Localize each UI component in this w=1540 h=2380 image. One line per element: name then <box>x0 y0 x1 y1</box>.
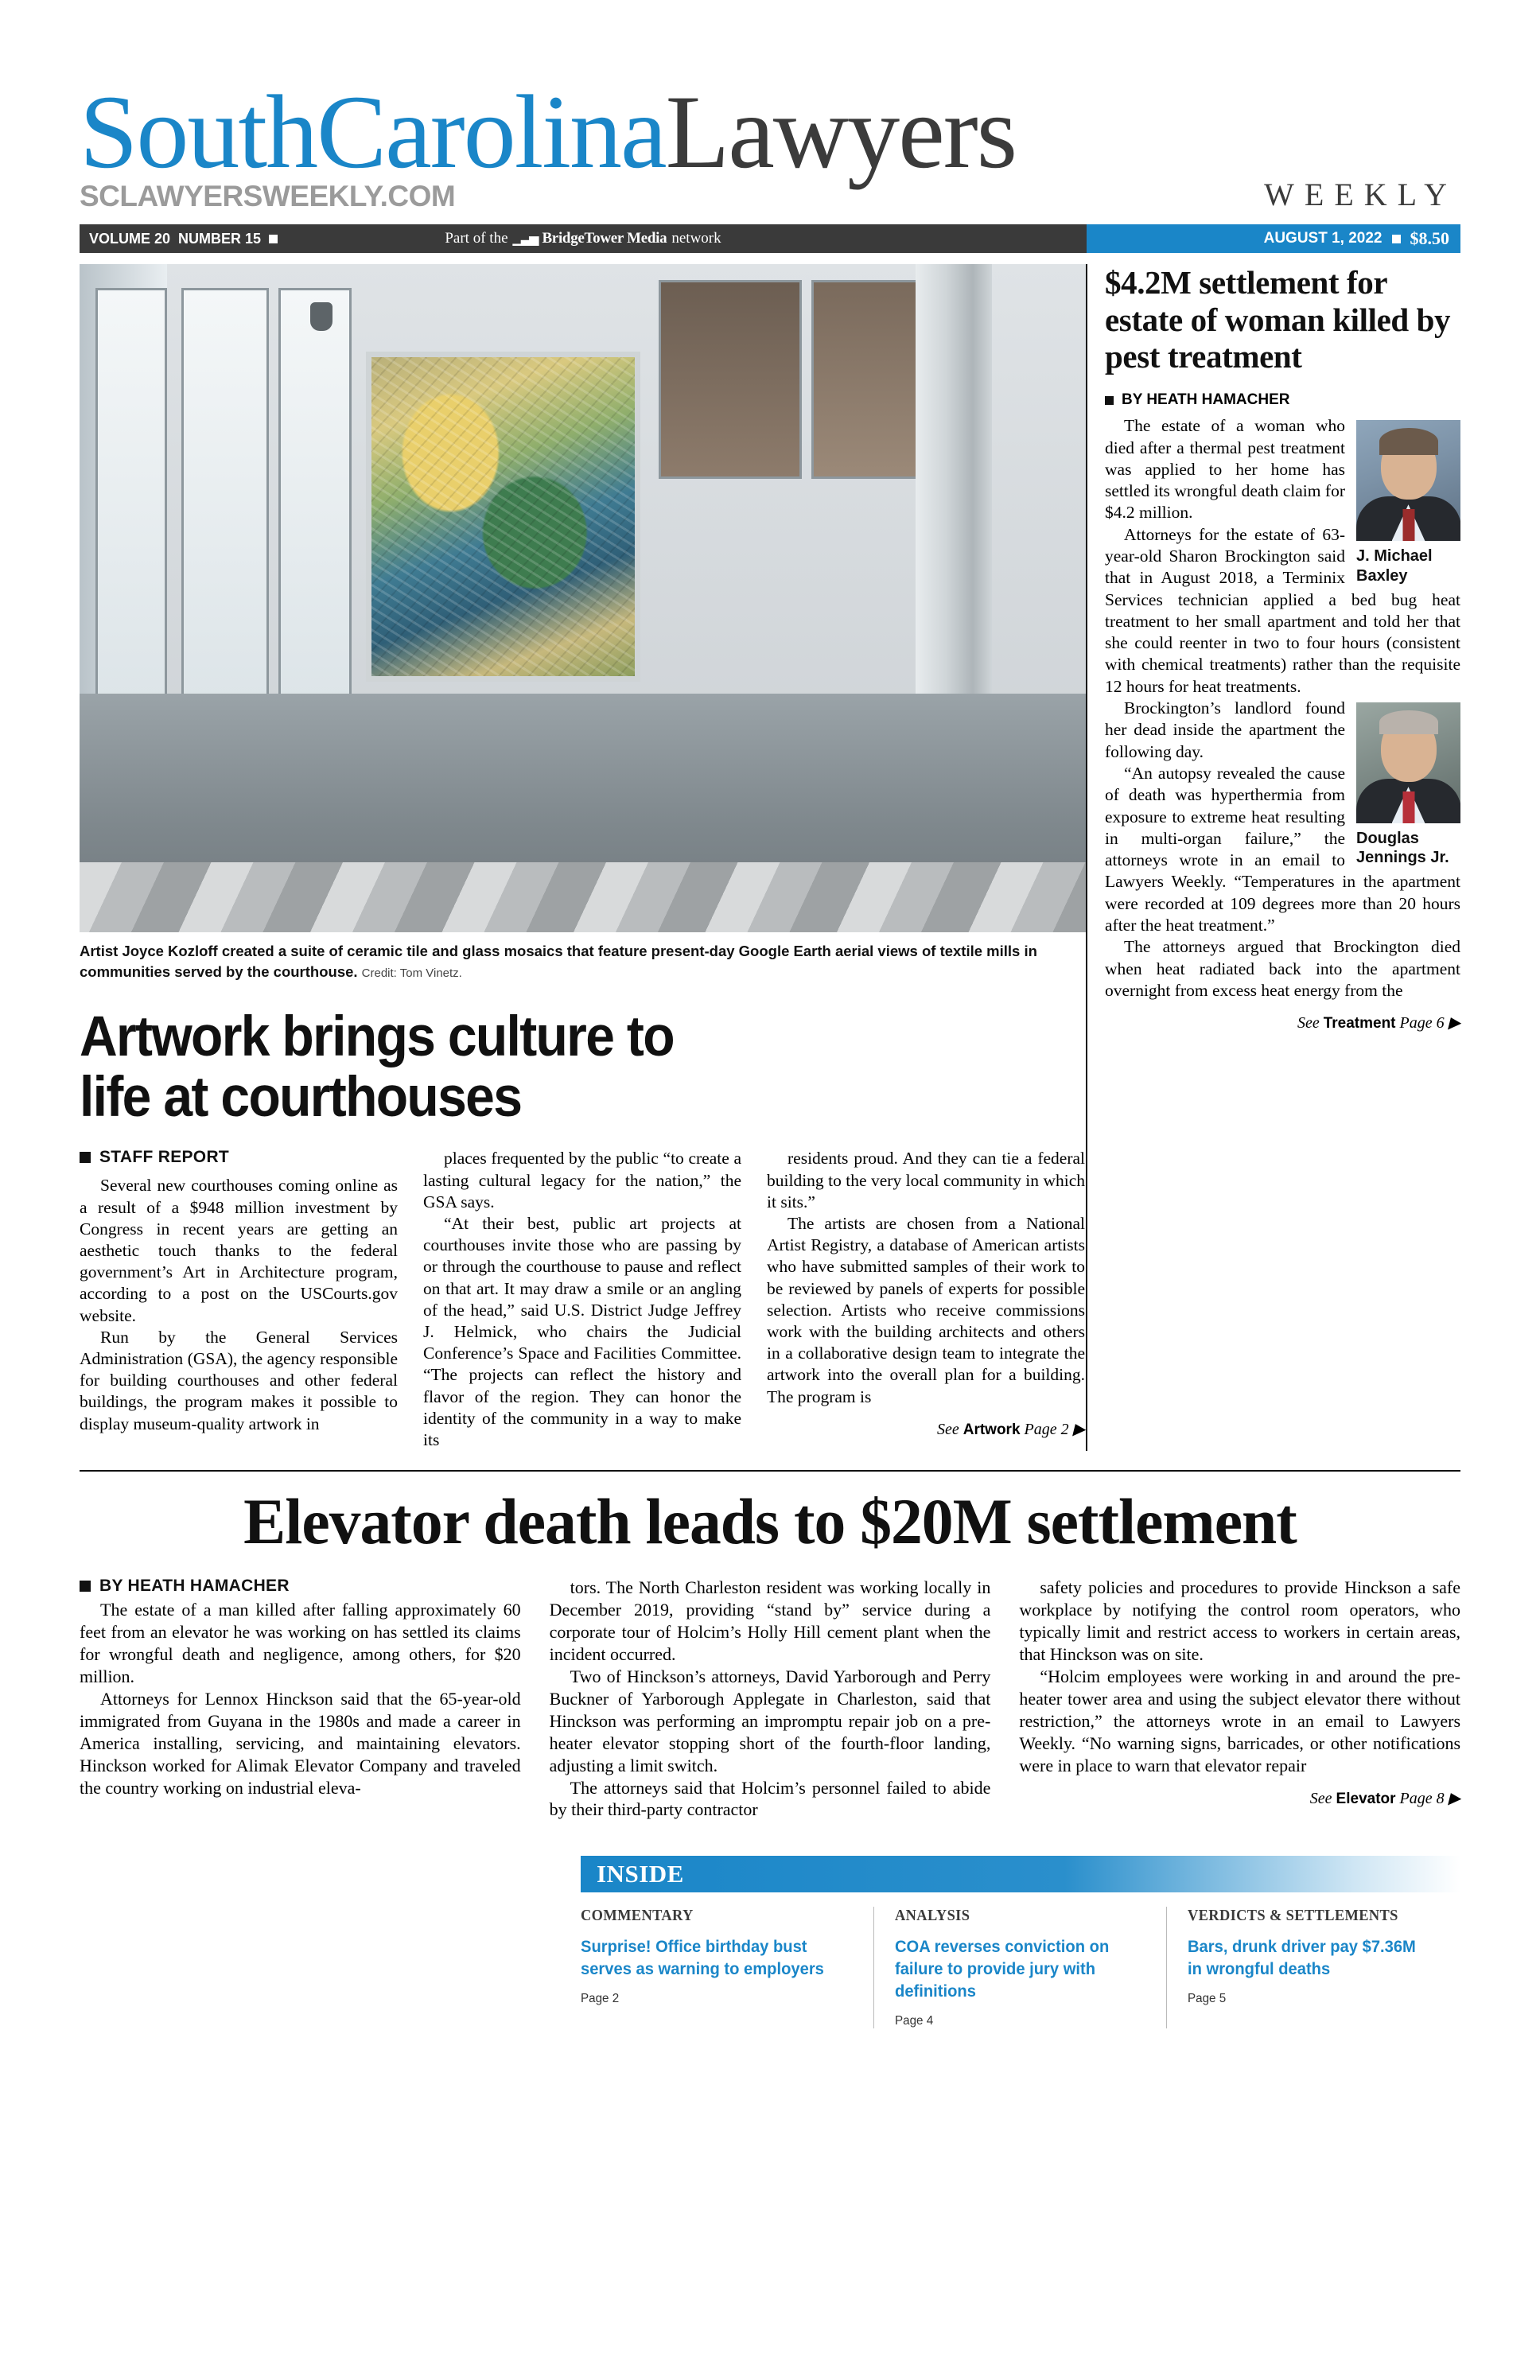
lead-photo <box>80 264 1086 932</box>
inside-columns <box>581 1907 1460 2028</box>
jump-arrow-icon: ▶ <box>1448 1789 1461 1807</box>
lead-byline <box>80 1148 398 1167</box>
inside-label: INSIDE <box>597 1860 684 1888</box>
photo-mosaic-artwork <box>366 352 640 682</box>
second-paragraph: The estate of a man killed after falling approximately 60 feet from an elevator he was working on has settled its claims for wrongful death and negligence, among others, for $20 million. <box>80 1600 521 1686</box>
jump-arrow-icon: ▶ <box>1448 1014 1460 1032</box>
mug-hair <box>1379 428 1438 455</box>
lead-paragraph: Several new courthouses coming online as a result of a $948 million investment by Congress in recent years are getting an aesthetic touch thanks to the federal government’s Art in Architecture program, according to a post on the USCourts.gov website. <box>80 1176 398 1325</box>
masthead <box>0 0 1540 213</box>
photo-window-4 <box>659 280 802 479</box>
sidebar-paragraph: The estate of a woman who died after a thermal pest treatment was applied to her home has settled its wrongful death claim for $4.2 million. <box>1105 416 1345 523</box>
inside-title[interactable]: COA reverses conviction on failure to provide jury with definitions <box>895 1938 1110 2001</box>
inside-item-commentary[interactable] <box>581 1907 873 2028</box>
jump-page: Page 2 <box>1024 1420 1069 1438</box>
mugshot-jennings-photo <box>1356 702 1460 823</box>
issue-price: $8.50 <box>1410 228 1449 248</box>
lead-paragraph: The artists are chosen from a National Artist Registry, a database of American artists who have submitted samples of their work to be reviewed by panels of experts for possible selection. Artists who receive commissions work with the building architects and others in a collaborative design team to integrate the artwork into the overall plan for a building. The program is <box>767 1214 1085 1406</box>
inside-title[interactable]: Bars, drunk driver pay $7.36M in wrongful deaths <box>1188 1938 1416 1979</box>
jump-slug: Elevator <box>1336 1790 1396 1807</box>
second-story-headline[interactable]: Elevator death leads to $20M settlement <box>243 1485 1297 1558</box>
second-paragraph: Attorneys for Lennox Hinckson said that the 65-year-old immigrated from Guyana in the 1980s and made a career in America installing, servicing, and maintaining elevators. Hinckson worked for Alimak Elevator Company and traveled the country working on industrial eleva- <box>80 1688 521 1798</box>
byline-text: STAFF REPORT <box>99 1148 230 1167</box>
lead-paragraph: “At their best, public art projects at courthouses invite those who are passing by or through the courthouse to pause and reflect on that art. It may draw a smile or an angling of the head,” said U.S. District Judge Jeffrey J. Helmick, who chairs the Judicial Conference’s Space and Facilities Committee. “The projects can reflect the history and flavor of the region. They can honor the identity of the community in a way to make its <box>423 1214 741 1449</box>
section-divider <box>80 1470 1460 1472</box>
lead-column-3 <box>767 1148 1085 1451</box>
inside-page-number: Page 4 <box>895 2013 934 2028</box>
second-paragraph: The attorneys said that Holcim’s personnel failed to abide by their third-party contractor <box>549 1777 991 1820</box>
sidebar-paragraph: “An autopsy revealed the cause of death was hyperthermia from exposure to extreme heat resulting in multi-organ failure,” the attorneys wrote in an email to Lawyers Weekly. “Temperatures in the apartment were recorded at 109 degrees more than 20 hours after the heat treatment.” <box>1105 763 1460 935</box>
inside-title[interactable]: Surprise! Office birthday bust serves as warning to employers <box>581 1938 824 1979</box>
sidebar-headline[interactable]: $4.2M settlement for estate of woman killed by pest treatment <box>1105 264 1451 375</box>
photo-window-2 <box>181 288 269 733</box>
sidebar-paragraph: Brockington’s landlord found her dead inside the apartment the following day. <box>1105 698 1345 761</box>
mugshot-jennings-name: Douglas Jennings Jr. <box>1356 830 1449 867</box>
issue-number: NUMBER 15 <box>178 230 262 247</box>
jump-see: See <box>936 1420 959 1438</box>
photo-floor <box>80 862 1086 932</box>
network-prefix: Part of the <box>445 230 508 247</box>
volume-bar <box>80 224 1460 253</box>
caption-credit: Credit: Tom Vinetz. <box>361 966 462 981</box>
inside-header-bar <box>581 1856 1460 1892</box>
byline-square-icon <box>80 1152 91 1163</box>
jump-page: Page 8 <box>1399 1789 1445 1807</box>
second-paragraph: tors. The North Charleston resident was working locally in December 2019, providing “stand by” service during a corporate tour of Holcim’s Holly Hill cement plant when the incident occurred. <box>549 1577 991 1664</box>
sidebar-jumpline[interactable] <box>1105 1013 1460 1032</box>
jump-page: Page 6 <box>1399 1014 1445 1032</box>
sidebar-byline <box>1105 391 1460 409</box>
second-paragraph: Two of Hinckson’s attorneys, David Yarborough and Perry Buckner of Yarborough Applegate in Charleston, said that Hinckson was performing an impromptu repair job on a pre-heater elevator stopping short of the fourth-floor landing, adjusting a limit switch. <box>549 1666 991 1775</box>
mug-tie <box>1402 509 1414 541</box>
mugshot-jennings <box>1356 702 1460 868</box>
sidebar-paragraph: Attorneys for the estate of 63-year-old Sharon Brockington said that in August 2018, a Terminix Services technician applied a bed bug heat treatment to her small apartment and told her that she could reenter in two to four hours (consistent with chemical treatments) rather than the requisite 12 hours for heat treatments. <box>1105 524 1460 696</box>
jump-slug: Artwork <box>962 1421 1021 1438</box>
lead-story <box>80 264 1086 1451</box>
sidebar-byline-text: BY HEATH HAMACHER <box>1122 391 1290 409</box>
network-brand: BridgeTower Media <box>542 230 667 247</box>
lead-paragraph: Run by the General Services Administration (GSA), the agency responsible for building courthouses and other federal buildings, the program makes it possible to display museum-quality artwork in <box>80 1327 398 1433</box>
byline-square-icon <box>1105 396 1114 405</box>
second-paragraph: safety policies and procedures to provide Hinckson a safe workplace by notifying the control room operators, who typically limit and restrict access to workers in certain areas, that Hinckson was on site. <box>1019 1577 1461 1664</box>
security-camera-icon <box>310 302 332 331</box>
masthead-weekly-label: WEEKLY <box>1264 177 1457 212</box>
jump-arrow-icon: ▶ <box>1072 1420 1085 1438</box>
masthead-title-south: South <box>80 73 317 190</box>
second-story-byline <box>80 1577 521 1596</box>
lead-photo-caption <box>80 932 1086 983</box>
inside-box <box>581 1856 1460 2028</box>
second-story <box>80 1470 1460 1821</box>
inside-kicker: ANALYSIS <box>895 1907 970 1925</box>
lead-column-2 <box>423 1148 741 1451</box>
network-attribution <box>80 230 1087 247</box>
second-column-3 <box>1019 1577 1460 1821</box>
inside-page-number: Page 5 <box>1188 1991 1227 2005</box>
photo-window-1 <box>95 288 167 733</box>
mugshot-baxley-photo <box>1356 420 1460 541</box>
lead-column-1 <box>80 1148 398 1451</box>
inside-kicker: COMMENTARY <box>581 1907 694 1925</box>
mug-tie <box>1402 791 1414 823</box>
jump-see: See <box>1309 1789 1332 1807</box>
inside-page-number: Page 2 <box>581 1991 620 2005</box>
separator-square-icon-2 <box>1392 235 1401 243</box>
sidebar-body <box>1105 415 1460 1032</box>
volume-bar-left <box>80 224 1087 253</box>
jump-see: See <box>1297 1014 1320 1032</box>
photo-background <box>80 264 1086 932</box>
second-byline-text: BY HEATH HAMACHER <box>99 1577 290 1596</box>
second-column-1 <box>80 1577 521 1821</box>
second-paragraph: “Holcim employees were working in and around the pre-heater tower area and using the subject elevator there without restriction,” the attorneys wrote in an email to Lawyers Weekly. “No warning signs, barricades, or other notifications were in place to warn that elevator repair <box>1019 1666 1461 1775</box>
mugshot-baxley-name: J. Michael Baxley <box>1356 547 1433 585</box>
volume-number: VOLUME 20 <box>89 230 171 247</box>
lead-headline[interactable] <box>80 1007 826 1128</box>
issue-date: AUGUST 1, 2022 <box>1263 230 1382 247</box>
lead-story-columns <box>80 1148 1086 1451</box>
network-suffix: network <box>671 230 721 247</box>
inside-kicker: VERDICTS & SETTLEMENTS <box>1188 1907 1398 1925</box>
masthead-website-url[interactable]: SCLAWYERSWEEKLY.COM <box>80 180 456 212</box>
lead-paragraph: residents proud. And they can tie a federal building to the very local community in which it sits.” <box>767 1149 1085 1211</box>
second-jumpline[interactable] <box>1019 1788 1460 1808</box>
masthead-weekly-wrap <box>1264 177 1460 213</box>
caption-text: Artist Joyce Kozloff created a suite of ceramic tile and glass mosaics that feature present-day Google Earth aerial views of textile mills in communities served by the courthouse. <box>80 943 1037 981</box>
jump-slug: Treatment <box>1323 1015 1396 1032</box>
inside-item-analysis[interactable] <box>873 1907 1166 2028</box>
inside-item-verdicts[interactable] <box>1166 1907 1459 2028</box>
sidebar-paragraph: The attorneys argued that Brockington died when heat radiated back into the apartment overnight from excess heat energy from the <box>1105 937 1460 1000</box>
photo-window-3 <box>278 288 352 733</box>
bridgetower-bars-icon: ▁▃▅ <box>512 232 538 246</box>
sidebar-story <box>1086 264 1460 1451</box>
lead-paragraph: places frequented by the public “to create a lasting cultural legacy for the nation,” the GSA says. <box>423 1149 741 1211</box>
mugshot-baxley <box>1356 420 1460 585</box>
second-column-2 <box>550 1577 991 1821</box>
lead-headline-line2: life at courthouses <box>80 1065 522 1129</box>
photo-window-5 <box>811 280 931 479</box>
volume-bar-right <box>1087 224 1460 253</box>
second-story-columns <box>80 1577 1460 1821</box>
masthead-title-lawyers: Lawyers <box>665 73 1017 190</box>
lead-jumpline[interactable] <box>767 1419 1085 1439</box>
main-content <box>80 264 1460 1451</box>
masthead-logo[interactable] <box>80 73 1017 213</box>
masthead-title-carolina: Carolina <box>317 73 666 190</box>
byline-square-icon <box>80 1581 91 1592</box>
lead-headline-line1: Artwork brings culture to <box>80 1005 674 1068</box>
mug-hair <box>1379 710 1438 734</box>
masthead-title <box>80 73 1017 190</box>
